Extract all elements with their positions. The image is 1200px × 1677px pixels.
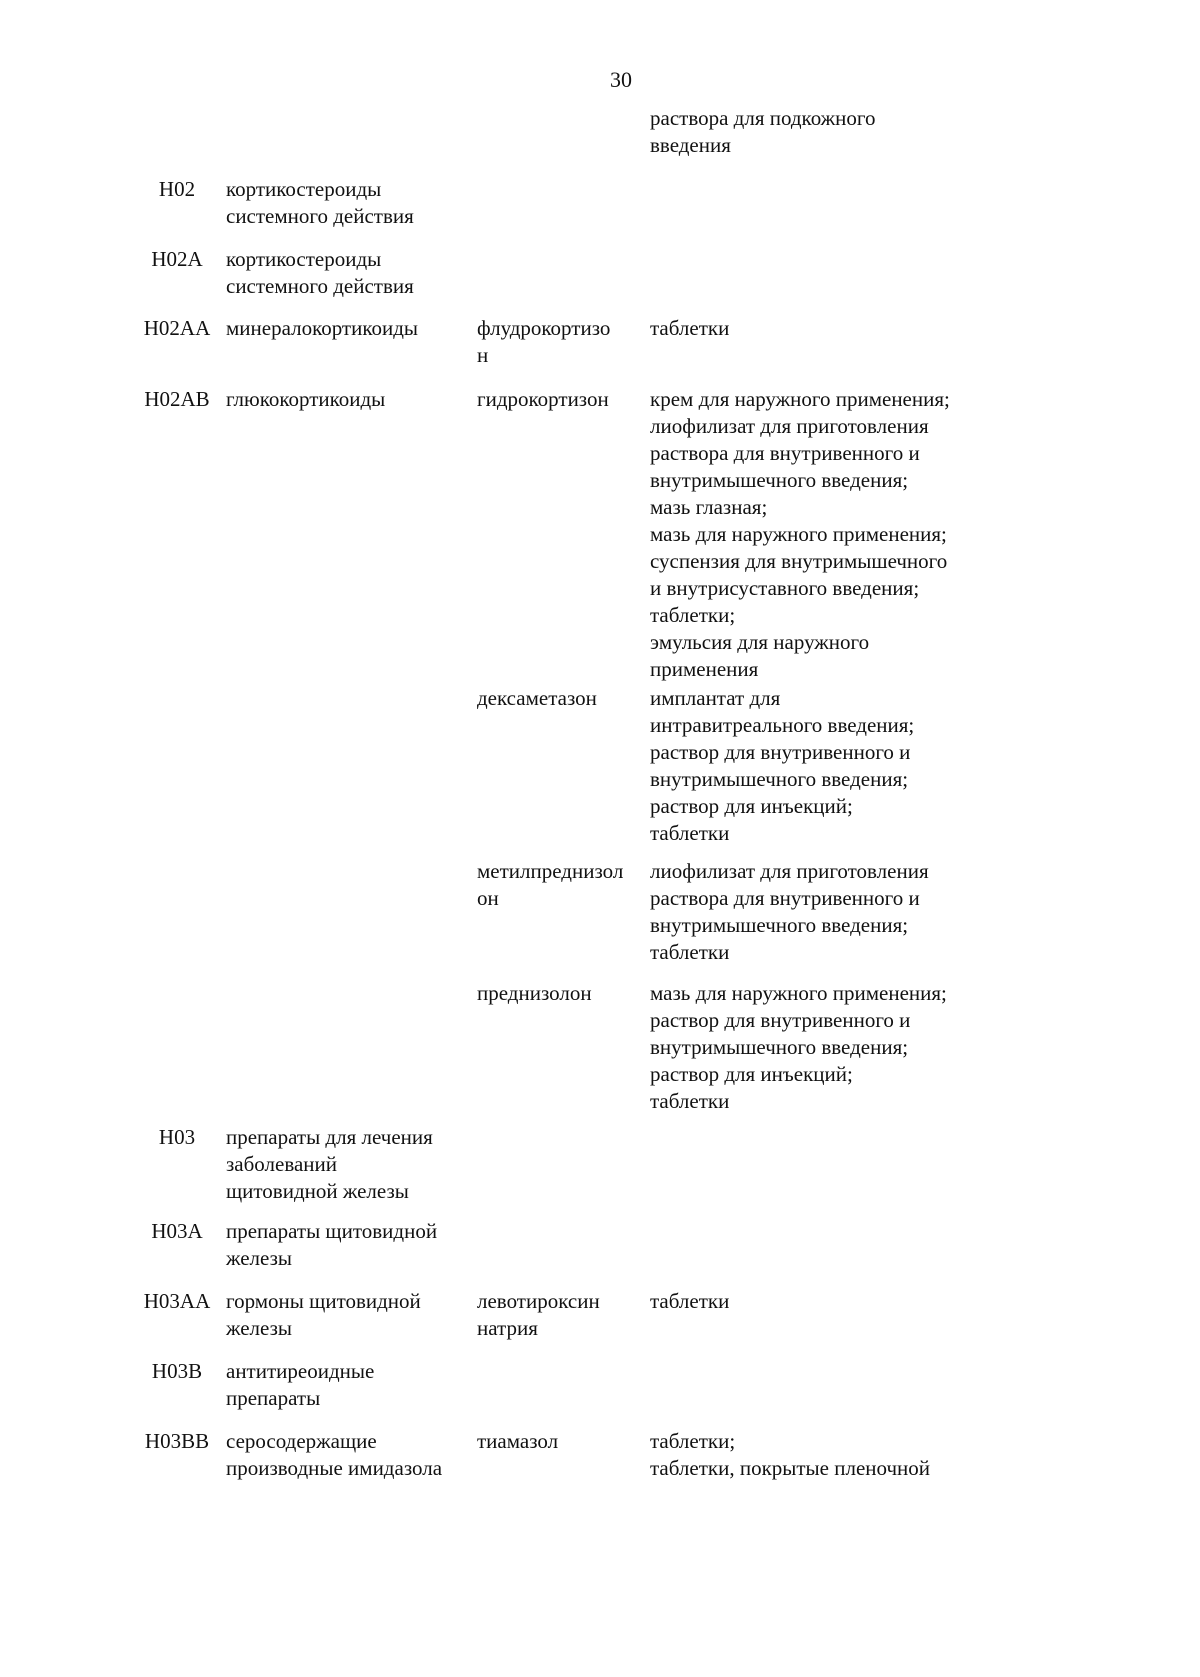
dosage-forms-line: внутримышечного введения;	[650, 767, 909, 791]
drug-name-line: левотироксин	[477, 1289, 600, 1313]
dosage-forms-line: имплантат для	[650, 686, 781, 710]
drug-name	[477, 386, 647, 413]
group-name-line: серосодержащие	[226, 1429, 377, 1453]
dosage-forms-line: раствор для инъекций;	[650, 794, 853, 818]
drug-name	[477, 1288, 647, 1342]
dosage-forms-line: лиофилизат для приготовления	[650, 859, 929, 883]
atc-code: H03	[158, 1125, 196, 1149]
group-name-line: антитиреоидные	[226, 1359, 375, 1383]
atc-code: H02AB	[144, 387, 210, 411]
dosage-forms-line: таблетки, покрытые пленочной	[650, 1456, 931, 1480]
dosage-forms-line: лиофилизат для приготовления	[650, 414, 929, 438]
dosage-forms-line: таблетки	[650, 1289, 730, 1313]
dosage-forms-line: раствора для внутривенного и	[650, 886, 920, 910]
dosage-forms-line: раствора для подкожного	[650, 106, 876, 130]
drug-name	[477, 315, 647, 369]
dosage-forms-line: эмульсия для наружного	[650, 630, 870, 654]
dosage-forms	[650, 1428, 1010, 1482]
group-name	[226, 246, 476, 300]
dosage-forms	[650, 980, 1010, 1115]
atc-code: H02A	[151, 247, 203, 271]
group-name-line: глюкокортикоиды	[226, 387, 386, 411]
group-name-line: препараты для лечения	[226, 1125, 433, 1149]
drug-name-line: флудрокортизо	[477, 316, 611, 340]
page-number: 30	[610, 67, 632, 92]
dosage-forms-line: таблетки;	[650, 603, 736, 627]
group-name-line: системного действия	[226, 204, 414, 228]
dosage-forms-line: раствор для инъекций;	[650, 1062, 853, 1086]
drug-name	[477, 980, 647, 1007]
dosage-forms-line: внутримышечного введения;	[650, 468, 909, 492]
dosage-forms-line: мазь для наружного применения;	[650, 522, 947, 546]
dosage-forms-line: раствор для внутривенного и	[650, 1008, 911, 1032]
drug-name-line: натрия	[477, 1316, 538, 1340]
drug-name-line: преднизолон	[477, 981, 592, 1005]
drug-name	[477, 1428, 647, 1455]
group-name-line: гормоны щитовидной	[226, 1289, 421, 1313]
group-name-line: производные имидазола	[226, 1456, 443, 1480]
atc-code: H02AA	[143, 316, 211, 340]
dosage-forms-line: крем для наружного применения;	[650, 387, 950, 411]
dosage-forms-line: раствора для внутривенного и	[650, 441, 920, 465]
dosage-forms-line: внутримышечного введения;	[650, 913, 909, 937]
drug-name-line: дексаметазон	[477, 686, 597, 710]
atc-code: H03AA	[143, 1289, 211, 1313]
dosage-forms-line: таблетки	[650, 940, 730, 964]
group-name-line: заболеваний	[226, 1152, 337, 1176]
dosage-forms	[650, 858, 1010, 966]
dosage-forms	[650, 685, 1010, 847]
group-name-line: железы	[226, 1316, 293, 1340]
group-name-line: кортикостероиды	[226, 177, 382, 201]
drug-name-line: тиамазол	[477, 1429, 559, 1453]
dosage-forms-line: внутримышечного введения;	[650, 1035, 909, 1059]
dosage-forms-line: мазь глазная;	[650, 495, 768, 519]
group-name-line: щитовидной железы	[226, 1179, 409, 1203]
dosage-forms	[650, 105, 1010, 159]
group-name	[226, 176, 476, 230]
atc-code: H02	[158, 177, 196, 201]
drug-name	[477, 858, 647, 912]
group-name	[226, 386, 476, 413]
dosage-forms-line: применения	[650, 657, 759, 681]
group-name-line: системного действия	[226, 274, 414, 298]
dosage-forms	[650, 315, 1010, 342]
drug-name-line: он	[477, 886, 499, 910]
dosage-forms-line: мазь для наружного применения;	[650, 981, 947, 1005]
group-name	[226, 315, 476, 342]
dosage-forms	[650, 1288, 1010, 1315]
drug-name-line: н	[477, 343, 489, 367]
group-name-line: минералокортикоиды	[226, 316, 419, 340]
group-name-line: препараты	[226, 1386, 321, 1410]
dosage-forms-line: таблетки	[650, 821, 730, 845]
group-name	[226, 1428, 476, 1482]
dosage-forms-line: таблетки	[650, 1089, 730, 1113]
atc-code: H03BB	[144, 1429, 210, 1453]
dosage-forms-line: введения	[650, 133, 731, 157]
group-name	[226, 1288, 476, 1342]
drug-name-line: гидрокортизон	[477, 387, 609, 411]
atc-code: H03B	[151, 1359, 203, 1383]
dosage-forms-line: интравитреального введения;	[650, 713, 915, 737]
dosage-forms-line: таблетки;	[650, 1429, 736, 1453]
dosage-forms-line: суспензия для внутримышечного	[650, 549, 948, 573]
atc-code: H03A	[151, 1219, 203, 1243]
group-name-line: кортикостероиды	[226, 247, 382, 271]
dosage-forms-line: и внутрисуставного введения;	[650, 576, 920, 600]
group-name-line: железы	[226, 1246, 293, 1270]
group-name	[226, 1124, 476, 1205]
group-name	[226, 1218, 476, 1272]
drug-name-line: метилпреднизол	[477, 859, 624, 883]
dosage-forms	[650, 386, 1010, 683]
dosage-forms-line: таблетки	[650, 316, 730, 340]
group-name	[226, 1358, 476, 1412]
group-name-line: препараты щитовидной	[226, 1219, 438, 1243]
drug-name	[477, 685, 647, 712]
dosage-forms-line: раствор для внутривенного и	[650, 740, 911, 764]
